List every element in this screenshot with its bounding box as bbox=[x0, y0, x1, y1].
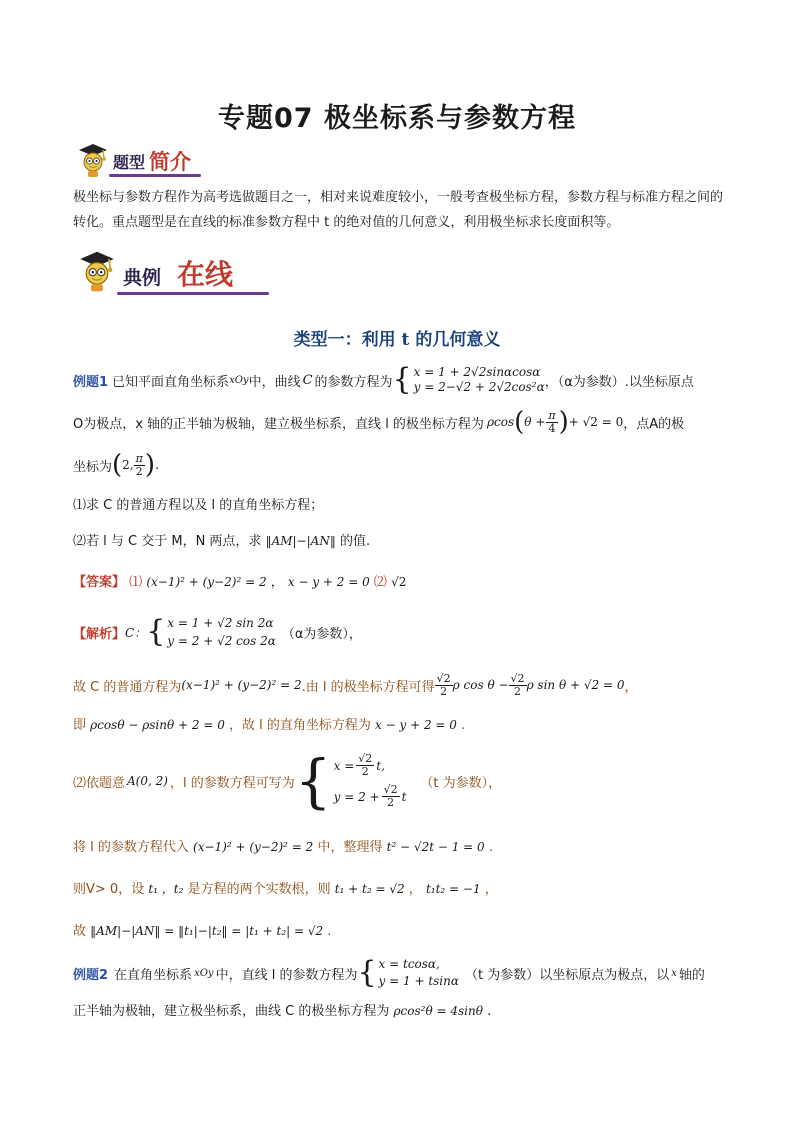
math: x − y + 2 = 0 bbox=[287, 575, 370, 589]
question-1: ⑴求 C 的普通方程以及 l 的直角坐标方程； bbox=[73, 498, 324, 513]
math: xOy bbox=[229, 374, 249, 386]
analysis-line1 bbox=[73, 612, 362, 652]
text: ， bbox=[484, 882, 498, 897]
answer-line bbox=[73, 571, 406, 590]
text: ，故 l 的直角坐标方程为 bbox=[229, 718, 371, 733]
example1-line3: 坐标为 ( 2, $\frac{\pi}{2}$ ) . bbox=[73, 450, 160, 480]
system-row: y = 2 + bbox=[333, 789, 380, 804]
math: t₁t₂ = −1 bbox=[425, 882, 481, 896]
system-row: t, bbox=[376, 758, 385, 773]
denominator: 2 bbox=[135, 464, 143, 478]
text: ⑵若 l 与 C 交于 M，N 两点，求 bbox=[73, 534, 262, 549]
numerator: π bbox=[135, 451, 143, 465]
text: （α为参数）， bbox=[281, 626, 362, 642]
system-row: y = 1 + tsinα bbox=[378, 974, 459, 988]
numerator: π bbox=[548, 408, 556, 422]
text: ，l 的参数方程可写为 bbox=[169, 775, 295, 791]
example1-line2: O为极点，x 轴的正半轴为极轴，建立极坐标系，直线 l 的极坐标方程为 ρcos ( θ + $\frac{\pi}{4}$ ) + √2 = 0 ，点A的极 bbox=[73, 407, 685, 437]
math: A(0, 2) bbox=[127, 774, 168, 788]
math: t₁ + t₂ = √2 bbox=[334, 882, 405, 896]
analysis-line2 bbox=[73, 668, 638, 702]
text: 即 bbox=[73, 718, 87, 733]
math: C bbox=[302, 372, 313, 388]
denominator: 4 bbox=[548, 421, 556, 435]
mascot-graduate-icon bbox=[73, 140, 113, 180]
math: + √2 = 0 bbox=[568, 415, 624, 429]
analysis-line4 bbox=[73, 742, 501, 820]
text: 的值. bbox=[339, 534, 371, 549]
banner-typical-examples bbox=[73, 245, 273, 297]
text: 是方程的两个实数根，则 bbox=[187, 882, 331, 897]
system-row: x = tcosα, bbox=[378, 957, 440, 971]
text: ⑴ bbox=[129, 575, 143, 590]
banner-underline bbox=[117, 292, 269, 295]
denominator: 2 bbox=[440, 684, 448, 698]
text: 将 l 的参数方程代入 bbox=[73, 840, 189, 855]
analysis-line6 bbox=[73, 878, 498, 897]
fraction bbox=[546, 410, 557, 435]
math: x − y + 2 = 0 bbox=[375, 718, 457, 732]
question-2 bbox=[73, 530, 370, 549]
analysis-tag: 【解析】 bbox=[73, 626, 126, 642]
system-row: y = 2−√2 + 2√2cos²α bbox=[413, 380, 545, 394]
text: 中，曲线 bbox=[248, 374, 301, 390]
text: 在直角坐标系 bbox=[114, 967, 193, 983]
text: 轴的 bbox=[678, 967, 705, 983]
math: θ + bbox=[524, 415, 546, 429]
example2-line1 bbox=[73, 956, 705, 990]
text: （t 为参数）以坐标原点为极点，以 bbox=[464, 967, 670, 983]
analysis-line7 bbox=[73, 920, 331, 939]
banner-highlight: 简介 bbox=[149, 149, 191, 174]
intro-paragraph: 极坐标与参数方程作为高考选做题目之一，相对来说难度较小，一般考查极坐标方程，参数方程与标准方程之间的转化。重点题型是在直线的标准参数方程中 t 的绝对值的几何意义，利用极坐标求长度面积等。 bbox=[73, 190, 724, 230]
text: ⑵ bbox=[373, 575, 387, 590]
text: ，点A的极 bbox=[623, 416, 685, 432]
system-row: y = 2 + √2 cos 2α bbox=[167, 634, 276, 648]
banner-question-types bbox=[73, 140, 233, 180]
math: ‖AM|−|AN‖ bbox=[265, 534, 336, 548]
text: 中，整理得 bbox=[317, 840, 383, 855]
math: t² − √2t − 1 = 0 bbox=[386, 840, 485, 854]
text: . bbox=[327, 924, 332, 939]
math: ‖AM|−|AN‖ = ‖t₁|−|t₂‖ = |t₁ + t₂| = √2 bbox=[90, 924, 324, 938]
math: (x−1)² + (y−2)² = 2 bbox=[193, 840, 314, 854]
parametric-system: { x = tcosα, y = 1 + tsinα bbox=[357, 955, 459, 990]
system-row: x = 1 + √2 sin 2α bbox=[167, 616, 274, 630]
denominator: 2 bbox=[514, 684, 522, 698]
system-row: t bbox=[401, 789, 407, 804]
text: ， bbox=[270, 575, 284, 590]
math: (x−1)² + (y−2)² = 2 bbox=[181, 678, 302, 692]
math: ρ cos θ − bbox=[452, 678, 509, 692]
parametric-system: { x = 1 + √2 sin 2α y = 2 + √2 cos 2α bbox=[146, 614, 276, 649]
numerator: √2 bbox=[510, 671, 525, 685]
analysis-line3 bbox=[73, 714, 465, 733]
math: ρcos²θ = 4sinθ bbox=[393, 1004, 483, 1018]
text: 则V> 0，设 bbox=[73, 882, 145, 897]
text: ，（α为参数）.以坐标原点 bbox=[544, 374, 694, 390]
text: 的参数方程为 bbox=[314, 374, 393, 390]
fraction bbox=[435, 673, 453, 698]
text: . bbox=[487, 1004, 492, 1019]
text: 中，直线 l 的参数方程为 bbox=[215, 967, 358, 983]
system-row: x = bbox=[333, 758, 355, 773]
text: 正半轴为极轴，建立极坐标系，曲线 C 的极坐标方程为 bbox=[73, 1004, 390, 1019]
mascot-graduate-icon bbox=[73, 247, 121, 295]
text: 故 C 的普通方程为 bbox=[73, 679, 182, 695]
text: .由 l 的极坐标方程可得 bbox=[301, 679, 435, 695]
math: ρ sin θ + √2 = 0 bbox=[526, 678, 625, 692]
math: t₁ ，t₂ bbox=[148, 882, 184, 896]
system-row: x = 1 + 2√2sinαcosα bbox=[413, 365, 541, 379]
numerator: √2 bbox=[436, 671, 451, 685]
banner-prefix: 题型 bbox=[113, 153, 146, 172]
section-title: 类型一：利用 t 的几何意义 bbox=[293, 330, 501, 350]
math: x bbox=[671, 967, 677, 979]
math: (x−1)² + (y−2)² = 2 bbox=[146, 575, 267, 589]
example-label: 例题1 bbox=[73, 374, 109, 390]
math: xOy bbox=[194, 967, 214, 979]
text: 故 bbox=[73, 924, 87, 939]
text: . bbox=[488, 840, 493, 855]
fraction bbox=[509, 673, 527, 698]
math: C： bbox=[125, 625, 147, 640]
math: ρcosθ − ρsinθ + 2 = 0 bbox=[90, 718, 225, 732]
banner-underline bbox=[109, 174, 201, 177]
banner-prefix: 典例 bbox=[123, 267, 162, 289]
banner-highlight: 在线 bbox=[177, 258, 234, 291]
parametric-system: { x = $\frac{√2}{2}$ t, y = 2 + $\frac{√2}{2}$ t bbox=[294, 747, 407, 815]
text: . bbox=[461, 718, 466, 733]
text: ， bbox=[624, 679, 638, 695]
page-title: 专题07 极坐标系与参数方程 bbox=[218, 103, 576, 134]
example1-line1 bbox=[73, 362, 694, 398]
text: O为极点，x 轴的正半轴为极轴，建立极坐标系，直线 l 的极坐标方程为 bbox=[73, 416, 484, 432]
analysis-line5 bbox=[73, 836, 493, 855]
example2-line2 bbox=[73, 1000, 491, 1019]
parametric-system: { x = 1 + 2√2sinαcosα y = 2−√2 + 2√2cos²α bbox=[392, 362, 545, 397]
math: √2 bbox=[391, 575, 407, 589]
math: 2, bbox=[122, 458, 134, 472]
text: 坐标为 bbox=[73, 459, 113, 475]
text: ， bbox=[408, 882, 422, 897]
math: ρcos bbox=[486, 415, 515, 429]
answer-tag: 【答案】 bbox=[73, 575, 126, 590]
fraction bbox=[134, 453, 145, 478]
text: ⑵依题意 bbox=[73, 775, 126, 791]
text: （t 为参数）， bbox=[420, 775, 502, 791]
example-label: 例题2 bbox=[73, 967, 109, 983]
text: 已知平面直角坐标系 bbox=[112, 374, 230, 390]
